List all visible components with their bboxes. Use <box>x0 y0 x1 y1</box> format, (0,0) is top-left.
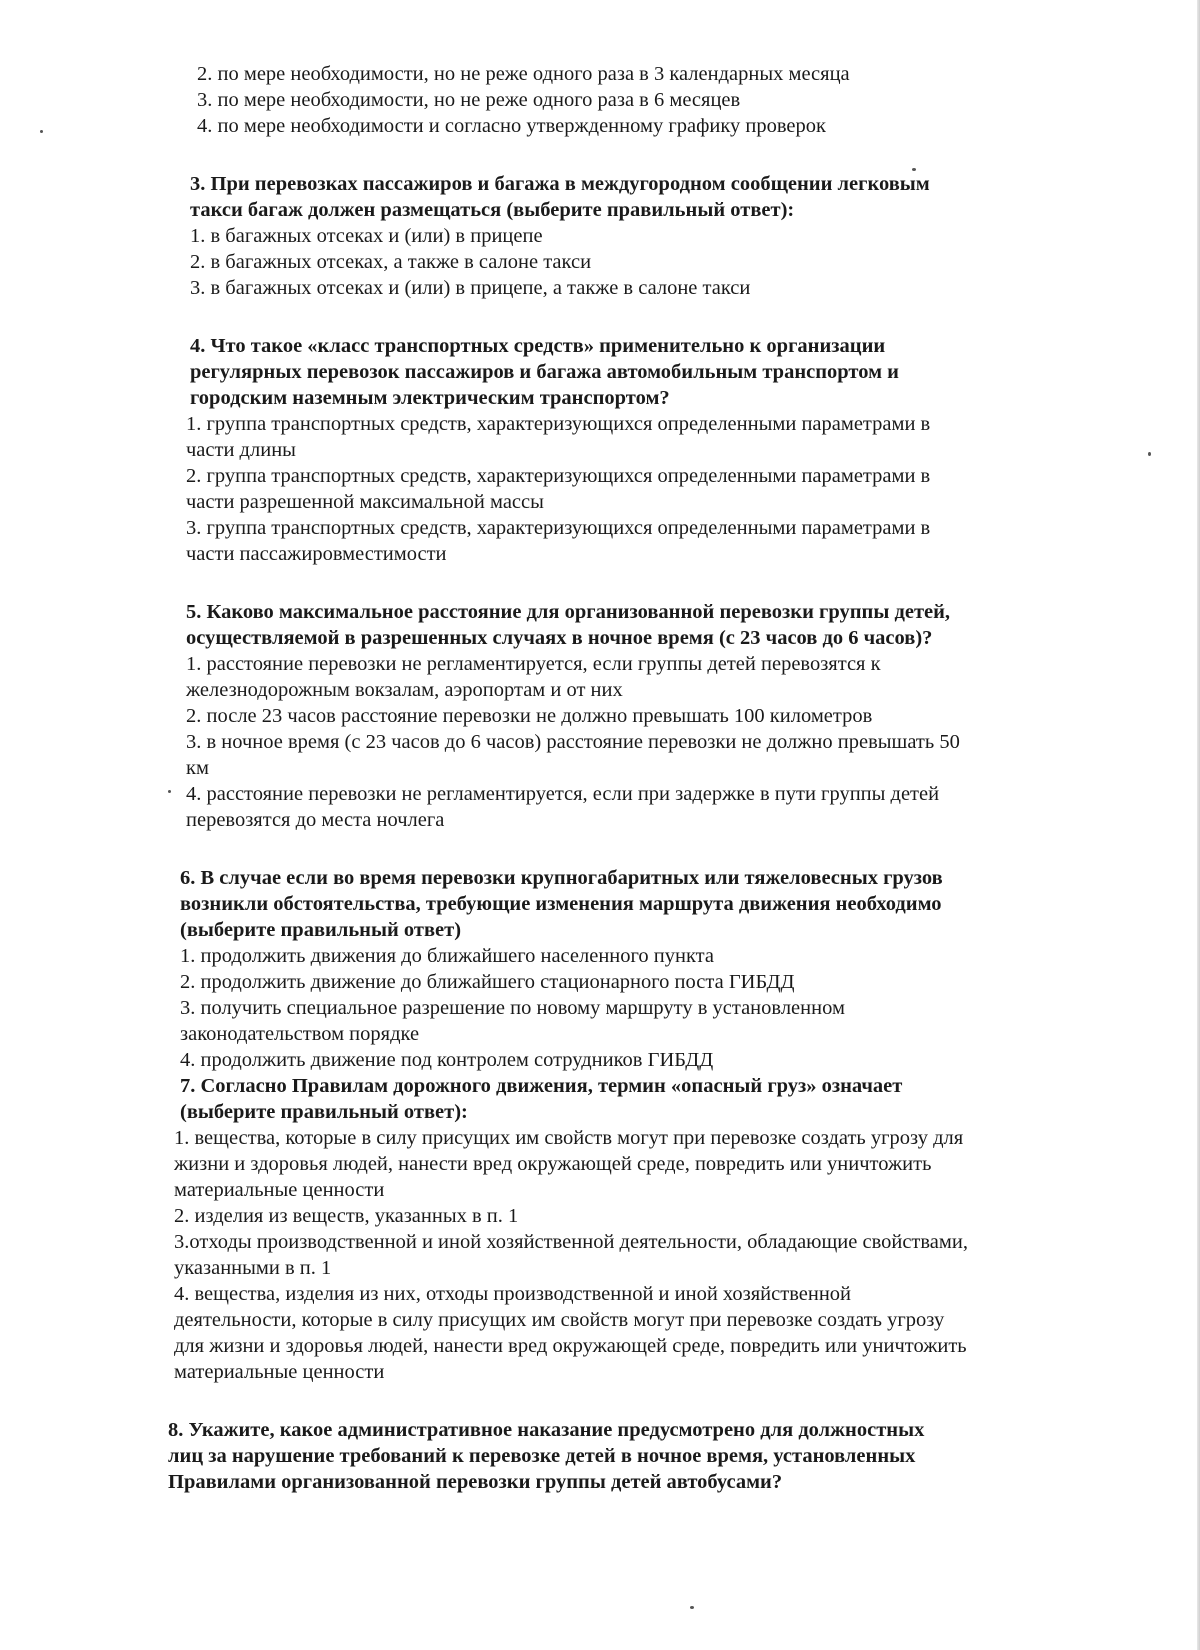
scan-speck <box>168 790 171 793</box>
answer-text-line: части разрешенной максимальной массы <box>186 491 544 513</box>
answer-text-line: 1. продолжить движения до ближайшего населенного пункта <box>180 945 714 967</box>
question-text-line: 7. Согласно Правилам дорожного движения, термин «опасный груз» означает <box>180 1075 903 1097</box>
question-text-line: регулярных перевозок пассажиров и багажа автомобильным транспортом и <box>190 361 899 383</box>
answer-text-line: 2. по мере необходимости, но не реже одного раза в 3 календарных месяца <box>197 63 850 85</box>
answer-text-line: 2. группа транспортных средств, характеризующихся определенными параметрами в <box>186 465 931 487</box>
answer-text-line: части пассажировместимости <box>186 543 447 565</box>
answer-text-line: 3. группа транспортных средств, характеризующихся определенными параметрами в <box>186 517 931 539</box>
answer-text-line: указанными в п. 1 <box>174 1257 332 1279</box>
answer-text-line: км <box>186 757 209 779</box>
question-text-line: 4. Что такое «класс транспортных средств» применительно к организации <box>190 335 886 357</box>
question-text-line: (выберите правильный ответ) <box>180 919 462 941</box>
question-text-line: городским наземным электрическим транспортом? <box>190 387 670 409</box>
question-text-line: лиц за нарушение требований к перевозке детей в ночное время, установленных <box>168 1445 916 1467</box>
answer-text-line: 3. по мере необходимости, но не реже одного раза в 6 месяцев <box>197 89 741 111</box>
question-text-line: такси багаж должен размещаться (выберите правильный ответ): <box>190 199 795 221</box>
answer-text-line: 3. получить специальное разрешение по новому маршруту в установленном <box>180 997 845 1019</box>
question-text-line: осуществляемой в разрешенных случаях в ночное время (с 23 часов до 6 часов)? <box>186 627 933 649</box>
answer-text-line: 1. расстояние перевозки не регламентируется, если группы детей перевозятся к <box>186 653 881 675</box>
answer-text-line: 1. группа транспортных средств, характеризующихся определенными параметрами в <box>186 413 931 435</box>
question-text-line: возникли обстоятельства, требующие изменения маршрута движения необходимо <box>180 893 942 915</box>
answer-text-line: для жизни и здоровья людей, нанести вред окружающей среде, повредить или уничтожить <box>174 1335 967 1357</box>
answer-text-line: 3. в ночное время (с 23 часов до 6 часов) расстояние перевозки не должно превышать 50 <box>186 731 960 753</box>
question-text-line: 8. Укажите, какое административное наказание предусмотрено для должностных <box>168 1419 925 1441</box>
question-text-line: Правилами организованной перевозки группы детей автобусами? <box>168 1471 783 1493</box>
answer-text-line: 4. по мере необходимости и согласно утвержденному графику проверок <box>197 115 826 137</box>
answer-text-line: части длины <box>186 439 296 461</box>
scan-speck <box>40 130 43 133</box>
answer-text-line: 3.отходы производственной и иной хозяйственной деятельности, обладающие свойствами, <box>174 1231 968 1253</box>
answer-text-line: 1. вещества, которые в силу присущих им свойств могут при перевозке создать угрозу для <box>174 1127 964 1149</box>
question-text-line: 3. При перевозках пассажиров и багажа в междугородном сообщении легковым <box>190 173 930 195</box>
answer-text-line: деятельности, которые в силу присущих им свойств могут при перевозке создать угрозу <box>174 1309 945 1331</box>
answer-text-line: железнодорожным вокзалам, аэропортам и от них <box>186 679 623 701</box>
answer-text-line: законодательством порядке <box>180 1023 420 1045</box>
scan-speck <box>912 168 916 171</box>
question-text-line: 5. Каково максимальное расстояние для организованной перевозки группы детей, <box>186 601 951 623</box>
scan-speck <box>690 1606 694 1609</box>
answer-text-line: 2. изделия из веществ, указанных в п. 1 <box>174 1205 519 1227</box>
answer-text-line: 4. вещества, изделия из них, отходы производственной и иной хозяйственной <box>174 1283 852 1305</box>
answer-text-line: 3. в багажных отсеках и (или) в прицепе, а также в салоне такси <box>190 277 751 299</box>
question-text-line: 6. В случае если во время перевозки крупногабаритных или тяжеловесных грузов <box>180 867 943 889</box>
answer-text-line: жизни и здоровья людей, нанести вред окружающей среде, повредить или уничтожить <box>174 1153 932 1175</box>
question-text-line: (выберите правильный ответ): <box>180 1101 468 1123</box>
answer-text-line: 4. расстояние перевозки не регламентируется, если при задержке в пути группы детей <box>186 783 940 805</box>
answer-text-line: перевозятся до места ночлега <box>186 809 445 831</box>
answer-text-line: 1. в багажных отсеках и (или) в прицепе <box>190 225 543 247</box>
answer-text-line: материальные ценности <box>174 1361 385 1383</box>
scan-speck <box>1148 452 1151 456</box>
answer-text-line: 2. в багажных отсеках, а также в салоне такси <box>190 251 592 273</box>
answer-text-line: материальные ценности <box>174 1179 385 1201</box>
answer-text-line: 2. продолжить движение до ближайшего стационарного поста ГИБДД <box>180 971 795 993</box>
answer-text-line: 4. продолжить движение под контролем сотрудников ГИБДД <box>180 1049 714 1071</box>
answer-text-line: 2. после 23 часов расстояние перевозки не должно превышать 100 километров <box>186 705 873 727</box>
